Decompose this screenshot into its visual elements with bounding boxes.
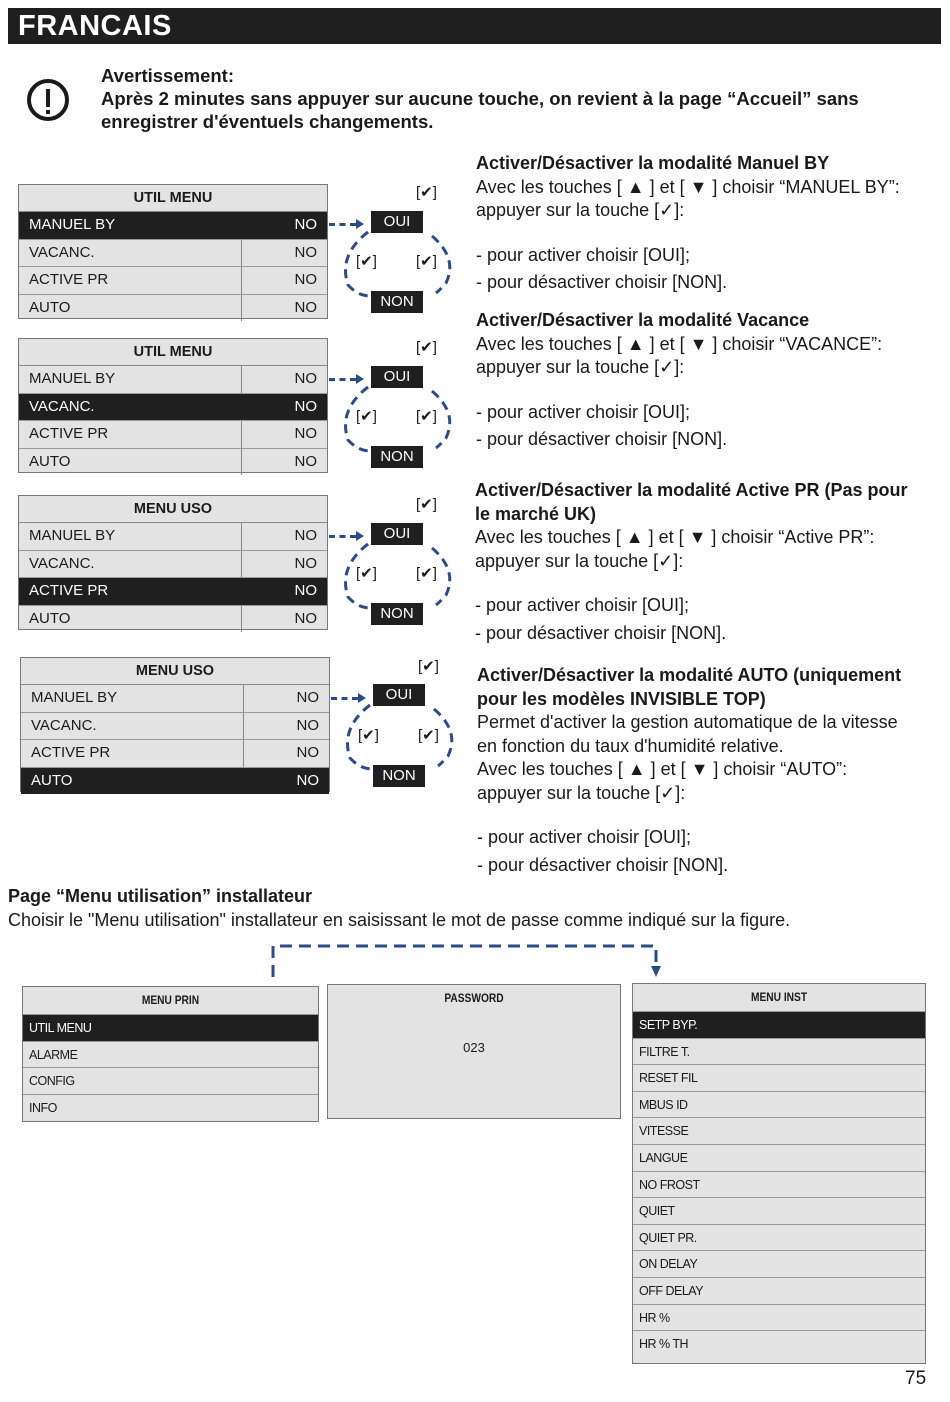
menu-row-active-pr[interactable]: ACTIVE PR NO [19,578,327,606]
menu-row-auto[interactable]: AUTO NO [21,768,329,795]
menu-prin-item[interactable]: ALARME [23,1041,318,1068]
menu-inst-item[interactable]: SETP BYP. [633,1011,925,1038]
confirm-key-left: [✔] [356,565,377,582]
menu-row-vacanc[interactable]: VACANC. NO [21,713,329,741]
menu-inst-item[interactable]: QUIET [633,1197,925,1224]
menu-row-manuel-by[interactable]: MANUEL BY NO [19,523,327,551]
section-heading: Activer/Désactiver la modalité Vacance [476,310,810,330]
password-value[interactable]: 023 [463,1040,485,1055]
non-option[interactable]: NON [371,291,423,313]
warning-line-2: enregistrer d'éventuels changements. [101,111,434,132]
installer-text: Choisir le "Menu utilisation" installateur en saisissant le mot de passe comme indiqué sur la figure. [8,909,791,930]
password-title: PASSWORD [444,991,504,1005]
confirm-key-left: [✔] [356,253,377,270]
menu-prin-item[interactable]: INFO [23,1094,318,1121]
confirm-key-right: [✔] [416,565,437,582]
section-line: appuyer sur la touche [✓]: [477,782,686,803]
password-screen [327,984,621,1119]
menu-prin [22,986,319,1122]
menu-title: UTIL MENU [19,185,327,212]
confirm-key-top: [✔] [416,184,437,201]
confirm-key-top: [✔] [416,496,437,513]
menu-row-manuel-by[interactable]: MANUEL BY NO [19,366,327,394]
non-option[interactable]: NON [371,446,423,468]
section-off: - pour désactiver choisir [NON]. [475,622,727,643]
menu-inst-item[interactable]: ON DELAY [633,1250,925,1277]
section-line: Avec les touches [ ▲ ] et [ ▼ ] choisir “AUTO”: [477,759,848,779]
menu-prin-title: MENU PRIN [141,993,200,1007]
menu-inst-item[interactable]: MBUS ID [633,1091,925,1118]
menu-title: MENU USO [21,658,329,685]
warning-line-1: Après 2 minutes sans appuyer sur aucune touche, on revient à la page “Accueil” sans [101,88,859,109]
menu-inst-item[interactable]: RESET FIL [633,1064,925,1091]
section-off: - pour désactiver choisir [NON]. [477,854,729,875]
section-paragraph: Permet d'activer la gestion automatique de la vitesse [477,712,898,732]
menu-row-vacanc[interactable]: VACANC. NO [19,394,327,422]
confirm-key-right: [✔] [416,253,437,270]
section-line: appuyer sur la touche [✓]: [475,550,684,571]
language-title: FRANCAIS [18,10,172,42]
section-heading: le marché UK) [475,503,597,524]
section-line: appuyer sur la touche [✓]: [476,200,685,220]
menu-inst-item[interactable]: LANGUE [633,1144,925,1171]
menu-inst-item[interactable]: OFF DELAY [633,1277,925,1304]
menu-inst-item[interactable]: HR % TH [633,1330,925,1357]
page-number: 75 [905,1368,927,1389]
section-heading: pour les modèles INVISIBLE TOP) [477,688,766,709]
warning-title: Avertissement: [101,65,234,86]
oui-option[interactable]: OUI [371,523,423,545]
menu-inst-item[interactable]: FILTRE T. [633,1038,925,1065]
oui-option[interactable]: OUI [371,211,423,233]
menu-inst-item[interactable]: HR % [633,1304,925,1331]
menu-row-auto[interactable]: AUTO NO [19,606,327,633]
menu-inst-title: MENU INST [750,990,808,1004]
confirm-key-right: [✔] [418,727,439,744]
menu-title: MENU USO [19,496,327,523]
confirm-key-right: [✔] [416,408,437,425]
menu-row-manuel-by[interactable]: MANUEL BY NO [19,212,327,240]
installer-heading: Page “Menu utilisation” installateur [8,886,313,906]
menu-inst-item[interactable]: QUIET PR. [633,1224,925,1251]
menu-title: UTIL MENU [19,339,327,366]
menu-row-active-pr[interactable]: ACTIVE PR NO [21,740,329,768]
confirm-key-top: [✔] [416,339,437,356]
section-line: Avec les touches [ ▲ ] et [ ▼ ] choisir “Active PR”: [475,527,875,547]
section-heading: Activer/Désactiver la modalité Manuel BY [476,153,830,173]
menu-row-active-pr[interactable]: ACTIVE PR NO [19,267,327,295]
menu-inst-item[interactable]: VITESSE [633,1117,925,1144]
oui-option[interactable]: OUI [371,366,423,388]
section-heading: Activer/Désactiver la modalité Active PR (Pas pour [475,480,908,500]
section-on: - pour activer choisir [OUI]; [475,595,690,615]
non-option[interactable]: NON [371,603,423,625]
section-line: appuyer sur la touche [✓]: [476,357,685,377]
menu-row-active-pr[interactable]: ACTIVE PR NO [19,421,327,449]
non-option[interactable]: NON [373,765,425,787]
menu-inst [632,983,926,1364]
menu-prin-item[interactable]: CONFIG [23,1067,318,1094]
menu-row-auto[interactable]: AUTO NO [19,449,327,476]
menu-row-vacanc[interactable]: VACANC. NO [19,240,327,268]
menu-row-auto[interactable]: AUTO NO [19,295,327,322]
section-on: - pour activer choisir [OUI]; [477,827,692,847]
menu-row-manuel-by[interactable]: MANUEL BY NO [21,685,329,713]
section-on: - pour activer choisir [OUI]; [476,244,691,265]
section-line: Avec les touches [ ▲ ] et [ ▼ ] choisir “VACANCE”: [476,333,883,354]
section-heading: Activer/Désactiver la modalité AUTO (uniquement [477,665,902,685]
menu-inst-item[interactable]: NO FROST [633,1171,925,1198]
section-off: - pour désactiver choisir [NON]. [476,429,728,449]
confirm-key-left: [✔] [358,727,379,744]
section-line: Avec les touches [ ▲ ] et [ ▼ ] choisir “MANUEL BY”: [476,176,900,197]
section-off: - pour désactiver choisir [NON]. [476,272,728,292]
confirm-key-left: [✔] [356,408,377,425]
menu-prin-item[interactable]: UTIL MENU [23,1014,318,1041]
section-paragraph: en fonction du taux d'humidité relative. [477,735,784,756]
menu-row-vacanc[interactable]: VACANC. NO [19,551,327,579]
confirm-key-top: [✔] [418,658,439,675]
oui-option[interactable]: OUI [373,684,425,706]
section-on: - pour activer choisir [OUI]; [476,401,691,422]
